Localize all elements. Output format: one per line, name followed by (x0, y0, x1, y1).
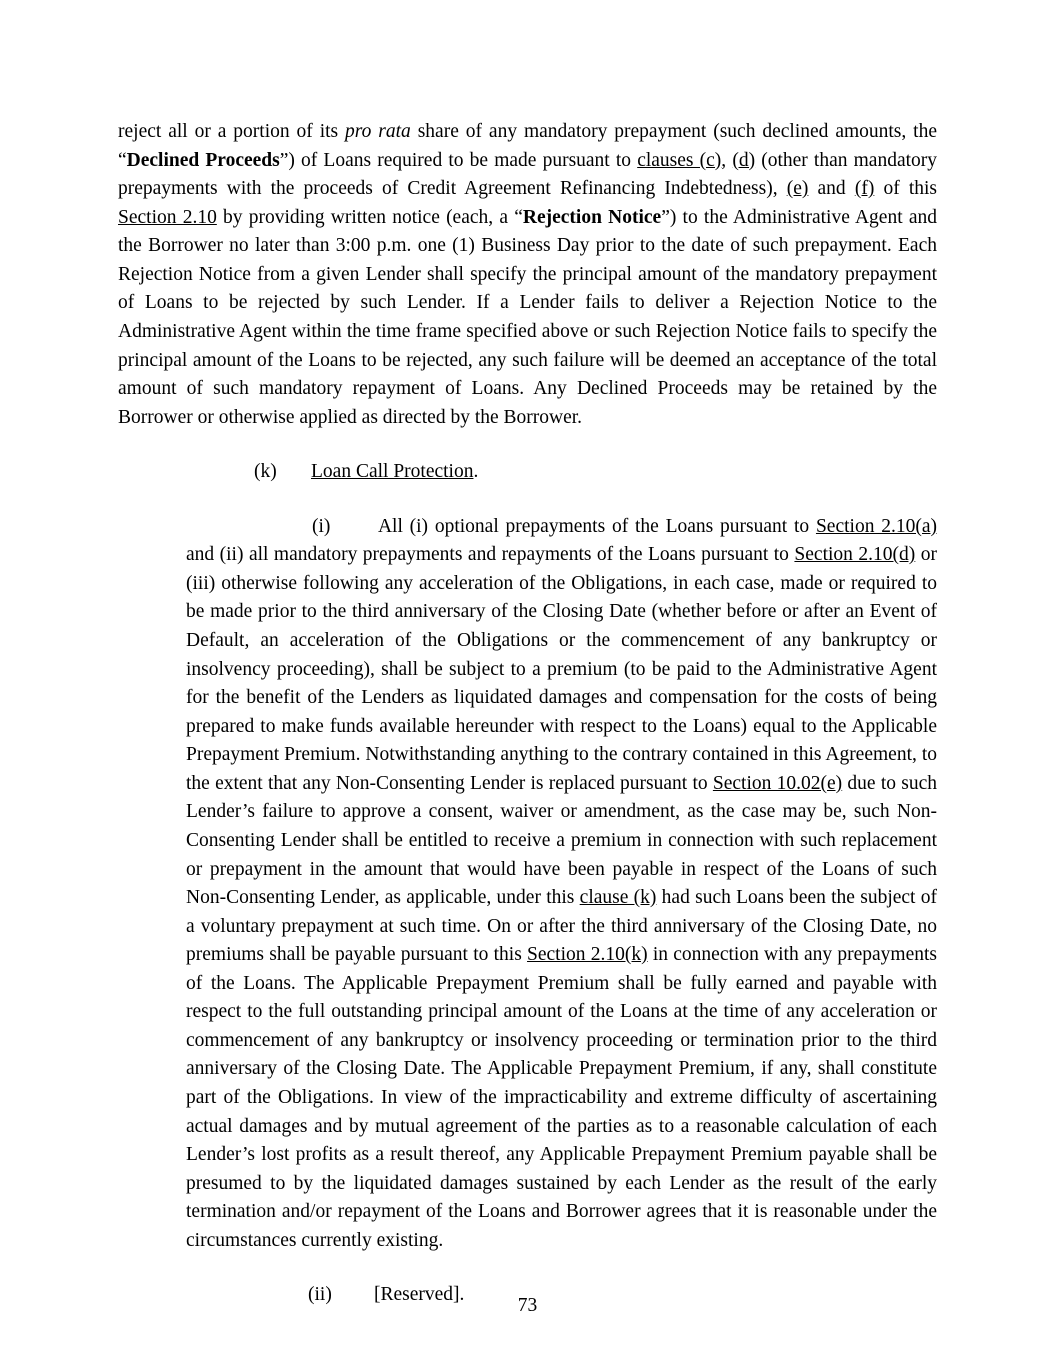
page-number: 73 (517, 1295, 538, 1316)
clause-k-label: (k) (254, 461, 277, 483)
para1-ref-d: (d) (732, 149, 756, 171)
clause-k-i-ref-1002e: Section 10.02(e) (712, 772, 843, 794)
clause-k-i-ref-clause-k: clause (k) (579, 887, 657, 909)
clause-k-period: . (473, 461, 479, 483)
clause-k-i-seg5: had such Loans been the subject of a voluntary prepayment at such time. On or after the third anniversary of the Closing Date, no premiums shall be payable pursuant to this (186, 887, 937, 966)
para1-ref-e: (e) (786, 178, 809, 200)
paragraph-declined-proceeds (118, 118, 937, 432)
clause-k-i-seg4: due to such Lender’s failure to approve a consent, waiver or amendment, as the case may be, such Non-Consenting Lender shall be entitled to receive a premium in connection with such replacement or prepayment in the amount that would have been payable in respect of the Loans of such Non-Consenting Lender, as applicable, under this (186, 772, 937, 909)
para1-seg2: share of any mandatory prepayment (such declined amounts, the “ (118, 121, 937, 171)
clause-k-i-seg2: and (ii) all mandatory prepayments and repayments of the Loans pursuant to (186, 544, 795, 566)
clause-k-i-seg3: or (iii) otherwise following any acceleration of the Obligations, in each case, made or required to be made prior to the third anniversary of the Closing Date (whether before or after an Event of Default, an acceleration of the Obligations or the commencement of any bankruptcy or insolvency proceeding), shall be subject to a premium (to be paid to the Administrative Agent for the benefit of the Lenders as liquidated damages and compensation for the costs of being prepared to make funds available hereunder with respect to the Loans) equal to the Applicable Prepayment Premium. Notwithstanding anything to the contrary contained in this Agreement, to the extent that any Non-Consenting Lender is replaced pursuant to (186, 544, 937, 794)
para1-seg5: (other than mandatory prepayments with the proceeds of Credit Agreement Refinancing Indebtedness), (118, 149, 938, 200)
para1-seg3: ”) of Loans required to be made pursuant to (279, 149, 638, 171)
para1-italic-pro-rata: pro rata (345, 121, 411, 142)
clause-k-i-label: (i) (312, 515, 331, 537)
para1-seg7: of this (874, 178, 938, 200)
para1-seg8: by providing written notice (each, a “ (216, 206, 523, 228)
clause-k-ii-label: (ii) (308, 1284, 332, 1306)
para1-seg1: reject all or a portion of its (118, 121, 346, 142)
para1-seg6: and (808, 178, 855, 200)
para1-bold-declined-proceeds: Declined Proceeds (126, 149, 280, 171)
para1-ref-section-210: Section 2.10 (118, 206, 217, 228)
para1-bold-rejection-notice: Rejection Notice (522, 206, 662, 228)
clause-k-i-seg6: in connection with any prepayments of the Loans. The Applicable Prepayment Premium shall be fully earned and payable with respect to the full outstanding principal amount of the Loans at the time of any acceleration or commencement of any bankruptcy or insolvency proceeding or termination prior to the third anniversary of the Closing Date. The Applicable Prepayment Premium, if any, shall constitute part of the Obligations. In view of the impracticability and extreme difficulty of ascertaining actual damages and by mutual agreement of the parties as to a reasonable calculation of each Lender’s lost profits as a result thereof, any Applicable Prepayment Premium payable shall be presumed to by the liquidated damages sustained by each Lender as the result of the early termination and/or repayment of the Loans and Borrower agrees that it is reasonable under the circumstances currently existing. (186, 944, 937, 1251)
clause-k-i-seg1: All (i) optional prepayments of the Loans pursuant to (377, 515, 816, 537)
clause-k-ii-text: [Reserved]. (374, 1284, 465, 1306)
clause-k-title: Loan Call Protection (311, 461, 474, 483)
para1-ref-f: (f) (854, 178, 875, 200)
para1-ref-clauses-c: clauses (c) (637, 149, 722, 171)
clause-k-i-paragraph (118, 513, 937, 1256)
clause-k-i-ref-210a: Section 2.10(a) (815, 515, 937, 537)
clause-k-i-ref-210d: Section 2.10(d) (794, 544, 916, 566)
clause-k-i-ref-210k: Section 2.10(k) (527, 944, 648, 966)
clause-k-heading (118, 458, 937, 487)
para1-seg4: , (721, 149, 733, 171)
para1-seg9: ”) to the Administrative Agent and the Borrower no later than 3:00 p.m. one (1) Business Day prior to the date of such prepayment. Each Rejection Notice from a given Lender shall specify the principal amount of the mandatory prepayment of Loans to be rejected by such Lender. If a Lender fails to deliver a Rejection Notice to the Administrative Agent within the time frame specified above or such Rejection Notice fails to specify the principal amount of the Loans to be rejected, any such failure will be deemed an acceptance of the total amount of such mandatory repayment of Loans. Any Declined Proceeds may be retained by the Borrower or otherwise applied as directed by the Borrower. (118, 206, 937, 428)
